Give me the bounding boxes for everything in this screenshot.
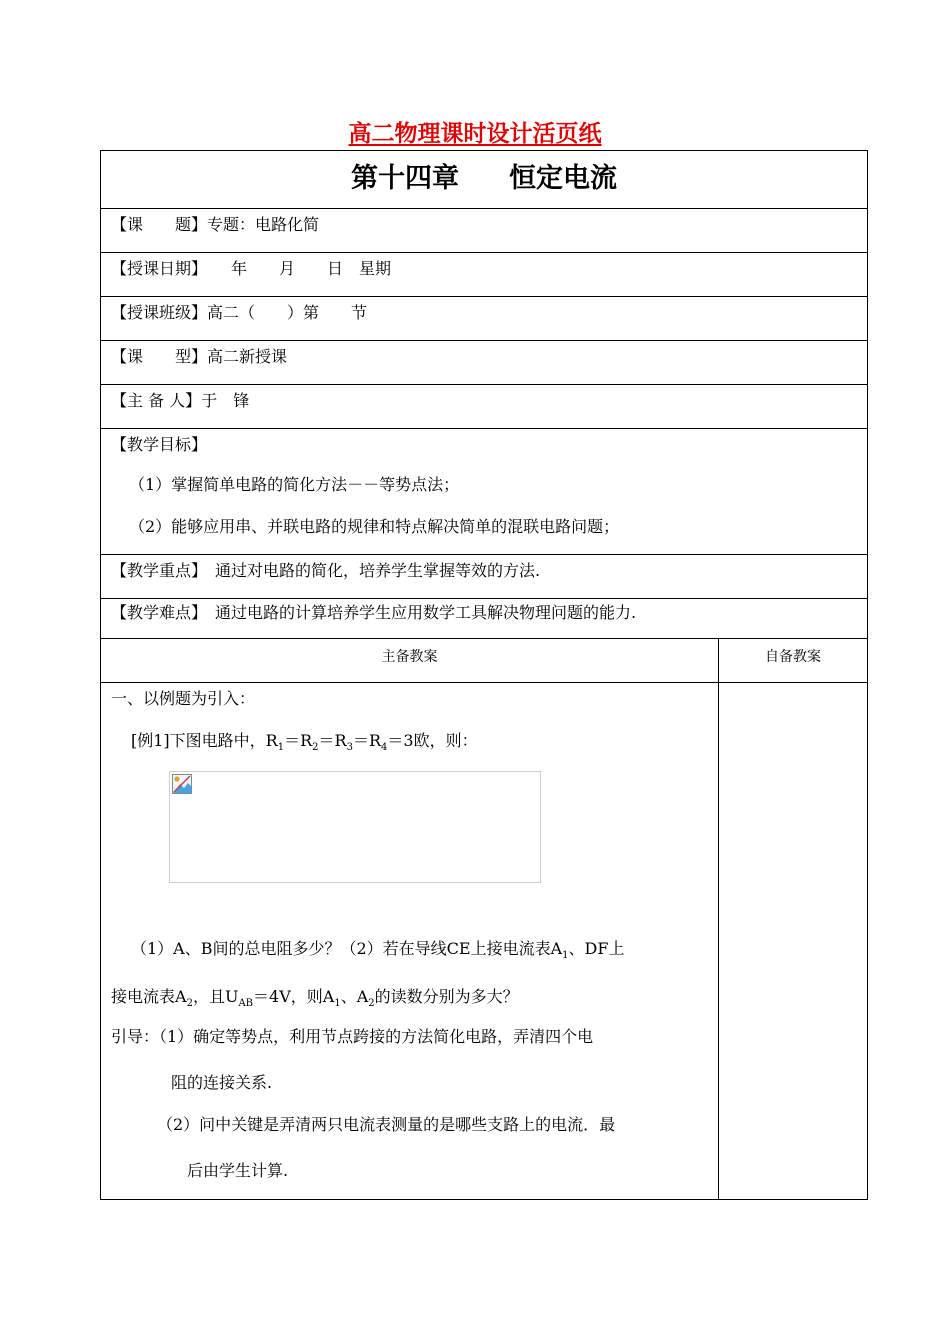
main-plan-header: 主备教案 xyxy=(381,649,438,665)
chapter-number: 第十四章 xyxy=(351,163,459,194)
objectives-label: 【教学目标】 xyxy=(111,435,208,454)
chapter-row xyxy=(101,151,867,209)
broken-image-icon xyxy=(172,774,192,794)
self-plan-header: 自备教案 xyxy=(765,649,821,665)
class-label: 【授课班级】 xyxy=(111,303,208,322)
guide-line-1b: 阻的连接关系. xyxy=(171,1073,273,1092)
topic-label: 【课 题】 xyxy=(111,215,208,234)
date-value: 年 月 日 星期 xyxy=(199,259,392,278)
column-divider xyxy=(718,639,719,1199)
question-line-2: 接电流表$A_2$，且$U_{AB}=4V$，则$A_1$、$A_2$的读数分别为多大？ xyxy=(111,987,519,1010)
circuit-diagram-placeholder xyxy=(169,771,541,883)
key-point-label: 【教学重点】 xyxy=(111,561,200,580)
example-1: [例1]下图电路中，$R_1=R_2=R_3=R_4=3$欧，则： xyxy=(131,731,478,754)
type-value: 高二新授课 xyxy=(207,347,288,366)
guide-line-2: （2）问中关键是弄清两只电流表测量的是哪些支路上的电流．最 xyxy=(157,1115,616,1134)
question-line-1: （1）A、B间的总电阻多少？（2）若在导线CE上接电流表$A_1$、DF上 xyxy=(131,939,625,962)
date-row xyxy=(101,253,867,297)
objective-item: （1）掌握简单电路的简化方法－－等势点法； xyxy=(129,475,460,494)
preparer-row xyxy=(101,385,867,429)
lesson-plan-table xyxy=(100,150,868,1200)
difficulty-row xyxy=(101,599,867,639)
type-label: 【课 型】 xyxy=(111,347,208,366)
key-point-value: 通过对电路的简化，培养学生掌握等效的方法. xyxy=(199,561,541,580)
preparer-value: 于 锋 xyxy=(201,391,250,410)
chapter-title: 恒定电流 xyxy=(509,163,617,194)
objectives-row xyxy=(101,429,867,555)
class-row xyxy=(101,297,867,341)
guide-line-1: 引导：（1）确定等势点，利用节点跨接的方法简化电路，弄清四个电 xyxy=(111,1027,594,1046)
guide-line-2b: 后由学生计算. xyxy=(187,1161,289,1180)
type-row xyxy=(101,341,867,385)
difficulty-value: 通过电路的计算培养学生应用数学工具解决物理问题的能力. xyxy=(199,603,637,622)
date-label: 【授课日期】 xyxy=(111,259,200,278)
objective-item: （2）能够应用串、并联电路的规律和特点解决简单的混联电路问题； xyxy=(129,517,620,536)
difficulty-label: 【教学难点】 xyxy=(111,603,200,622)
topic-value: 专题：电路化简 xyxy=(207,215,320,234)
key-point-row xyxy=(101,555,867,599)
page-title: 高二物理课时设计活页纸 xyxy=(348,120,602,147)
class-value: 高二（ ）第 节 xyxy=(207,303,368,322)
preparer-label: 【主 备 人】 xyxy=(111,391,202,410)
section-heading: 一、以例题为引入： xyxy=(111,689,256,708)
column-header-row xyxy=(101,639,867,683)
topic-row xyxy=(101,209,867,253)
